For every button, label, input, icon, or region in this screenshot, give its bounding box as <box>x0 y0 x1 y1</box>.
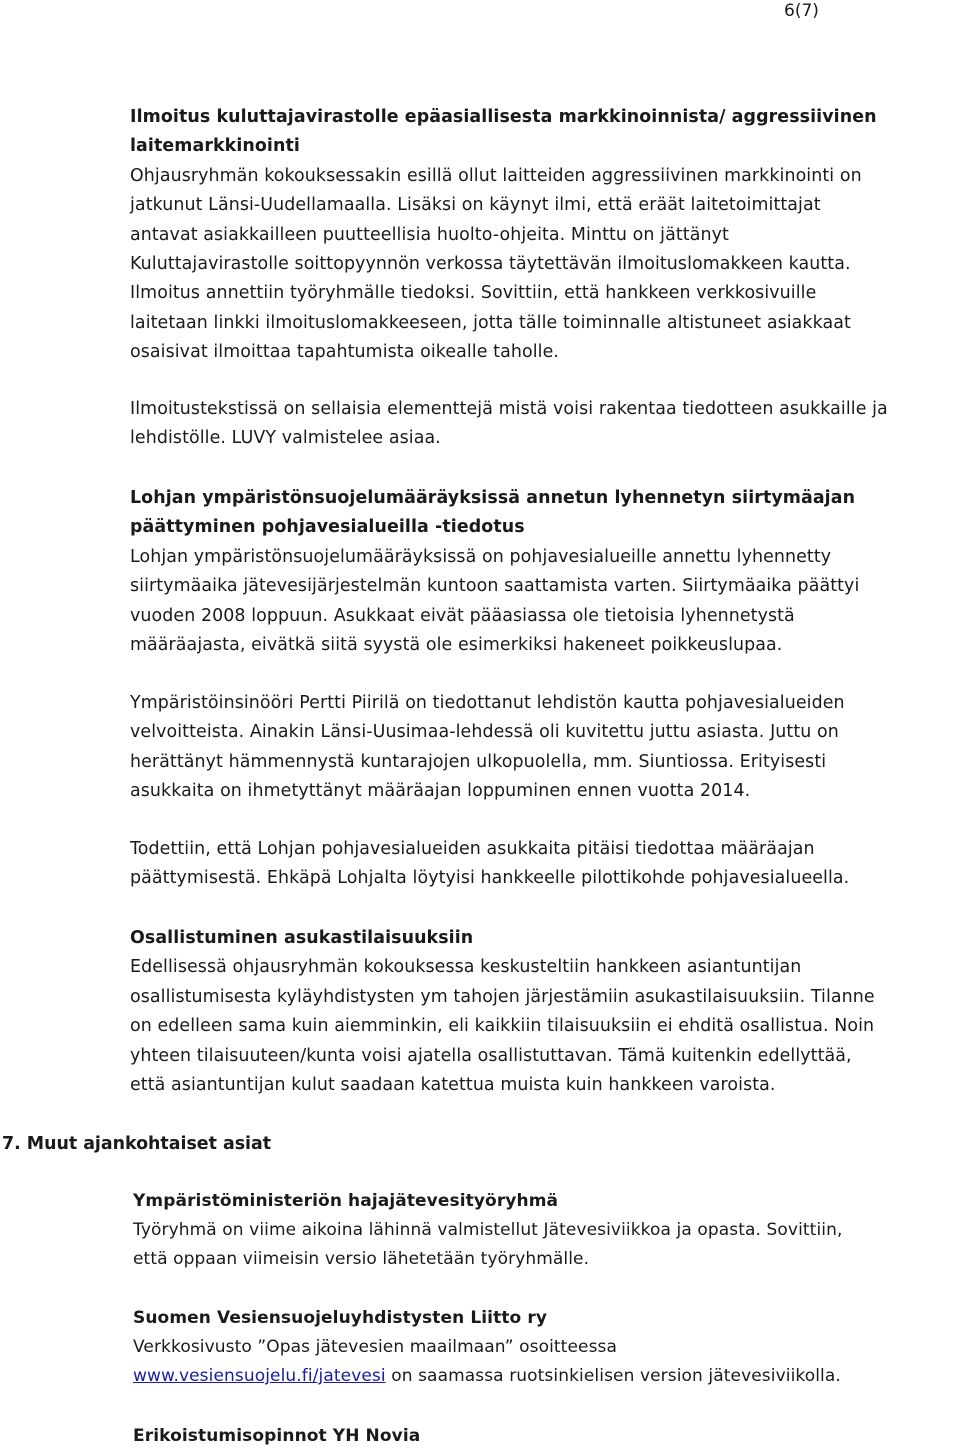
paragraph-line: jatkunut Länsi-Uudellamaalla. Lisäksi on käynyt ilmi, että eräät laitetoimittajat <box>130 195 821 216</box>
paragraph-line: herättänyt hämmennystä kuntarajojen ulkopuolella, mm. Siuntiossa. Erityisesti <box>130 751 827 772</box>
item-title: Osallistuminen asukastilaisuuksiin <box>130 928 474 948</box>
paragraph-line: päättymisestä. Ehkäpä Lohjalta löytyisi hankkeelle pilottikohde pohjavesialueella. <box>130 868 850 889</box>
paragraph-line: määräajasta, eivätkä siitä syystä ole esimerkiksi hakeneet poikkeuslupaa. <box>130 635 783 656</box>
paragraph-line-rest: on saamassa ruotsinkielisen version jätevesiviikolla. <box>385 1366 841 1386</box>
paragraph-line: asukkaita on ihmetyttänyt määräajan loppuminen ennen vuotta 2014. <box>130 781 751 802</box>
paragraph-line: on edelleen sama kuin aiemminkin, eli kaikkiin tilaisuuksiin ei ehditä osallistua. Noin <box>130 1016 875 1037</box>
item-kuluttajavirasto <box>130 103 960 368</box>
item-title: päättyminen pohjavesialueilla -tiedotus <box>130 517 525 538</box>
item-kuluttajavirasto-note <box>130 395 960 454</box>
website-link[interactable]: www.vesiensuojelu.fi/jatevesi <box>133 1366 386 1386</box>
paragraph-line: Ympäristöinsinööri Pertti Piirilä on tiedottanut lehdistön kautta pohjavesialueiden <box>130 693 845 713</box>
paragraph-line: Kuluttajavirastolle soittopyynnön verkossa täytettävän ilmoituslomakkeen kautta. <box>130 254 851 275</box>
item-novia <box>133 1422 960 1451</box>
page-number: 6(7) <box>784 1 819 21</box>
paragraph-line: Verkkosivusto ”Opas jätevesien maailmaan” osoitteessa <box>133 1337 617 1357</box>
paragraph-line: Työryhmä on viime aikoina lähinnä valmistellut Jätevesiviikkoa ja opasta. Sovittiin, <box>133 1220 843 1240</box>
paragraph-line: Ohjausryhmän kokouksessakin esillä ollut laitteiden aggressiivinen markkinointi on <box>130 165 862 186</box>
item-title: Lohjan ympäristönsuojelumääräyksissä annetun lyhennetyn siirtymäajan <box>130 488 856 508</box>
item-title: Erikoistumisopinnot YH Novia <box>133 1426 421 1446</box>
paragraph-line: velvoitteista. Ainakin Länsi-Uusimaa-lehdessä oli kuvitettu juttu asiasta. Juttu on <box>130 722 839 743</box>
item-ymparistoministerio <box>133 1187 960 1274</box>
paragraph-line: Ilmoitustekstissä on sellaisia elementtejä mistä voisi rakentaa tiedotteen asukkaille ja <box>130 399 888 419</box>
paragraph-line: antavat asiakkailleen puutteellisia huolto-ohjeita. Minttu on jättänyt <box>130 224 729 245</box>
item-lohja-press <box>130 689 960 807</box>
item-title: Ympäristöministeriön hajajätevesityöryhmä <box>133 1191 559 1211</box>
paragraph-line: vuoden 2008 loppuun. Asukkaat eivät pääasiassa ole tietoisia lyhennetystä <box>130 605 795 626</box>
item-title: laitemarkkinointi <box>130 136 300 157</box>
item-osallistuminen <box>130 924 960 1100</box>
item-title: Ilmoitus kuluttajavirastolle epäasiallisesta markkinoinnista/ aggressiivinen <box>130 107 877 127</box>
paragraph-line: osaisivat ilmoittaa tapahtumista oikealle taholle. <box>130 342 559 363</box>
paragraph-line: lehdistölle. LUVY valmistelee asiaa. <box>130 428 441 449</box>
paragraph-line: yhteen tilaisuuteen/kunta voisi ajatella osallistuttavan. Tämä kuitenkin edellyttää, <box>130 1045 852 1066</box>
paragraph-line: että asiantuntijan kulut saadaan katettua muista kuin hankkeen varoista. <box>130 1075 776 1096</box>
item-title: Suomen Vesiensuojeluyhdistysten Liitto ry <box>133 1308 548 1328</box>
item-lohja <box>130 484 960 660</box>
paragraph-line: Lohjan ympäristönsuojelumääräyksissä on pohjavesialueille annettu lyhennetty <box>130 546 832 567</box>
paragraph-line: osallistumisesta kyläyhdistysten ym tahojen järjestämiin asukastilaisuuksiin. Tilanne <box>130 986 875 1007</box>
paragraph-line: että oppaan viimeisin versio lähetetään työryhmälle. <box>133 1249 590 1269</box>
item-lohja-conclusion <box>130 835 960 894</box>
paragraph-line: laitetaan linkki ilmoituslomakkeeseen, jotta tälle toiminnalle altistuneet asiakkaat <box>130 312 851 333</box>
item-svsl <box>133 1304 960 1391</box>
paragraph-line: Edellisessä ohjausryhmän kokouksessa keskusteltiin hankkeen asiantuntijan <box>130 957 802 978</box>
section-heading: 7. Muut ajankohtaiset asiat <box>2 1134 272 1154</box>
paragraph-line: siirtymäaika jätevesijärjestelmän kuntoon saattamista varten. Siirtymäaika päättyi <box>130 576 860 597</box>
paragraph-line: Ilmoitus annettiin työryhmälle tiedoksi. Sovittiin, että hankkeen verkkosivuille <box>130 283 817 304</box>
paragraph-line <box>133 1362 960 1391</box>
paragraph-line: Todettiin, että Lohjan pohjavesialueiden asukkaita pitäisi tiedottaa määräajan <box>130 839 815 859</box>
